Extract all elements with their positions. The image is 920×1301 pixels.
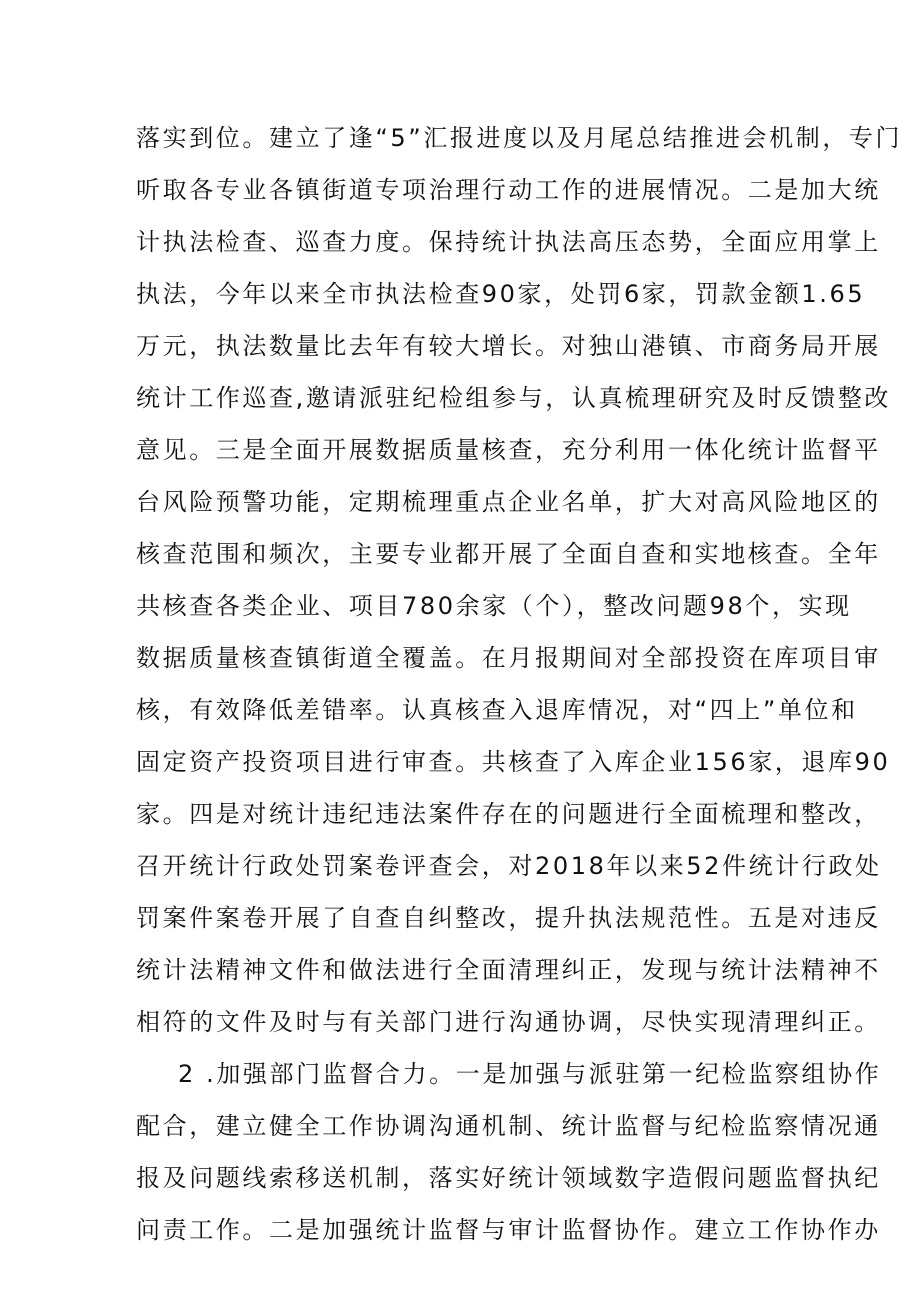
body-text-line: 万元，执法数量比去年有较大增长。对独山港镇、市商务局开展: [136, 332, 881, 360]
body-text-line: 相符的文件及时与有关部门进行沟通协调，尽快实现清理纠正。: [136, 1008, 881, 1036]
body-text-line: 共核查各类企业、项目780余家（个），整改问题98个，实现: [136, 592, 852, 620]
body-text-line: 罚案件案卷开展了自查自纠整改，提升执法规范性。五是对违反: [136, 904, 881, 932]
body-text-line: 配合，建立健全工作协调沟通机制、统计监督与纪检监察情况通: [136, 1112, 881, 1140]
body-text-line: 家。四是对统计违纪违法案件存在的问题进行全面梳理和整改，: [136, 800, 881, 828]
section-heading-line: 2 .加强部门监督合力。一是加强与派驻第一纪检监察组协作: [178, 1060, 882, 1088]
body-text-line: 统计法精神文件和做法进行全面清理纠正，发现与统计法精神不: [136, 956, 881, 984]
body-text-line: 听取各专业各镇街道专项治理行动工作的进展情况。二是加大统: [136, 176, 881, 204]
body-text-line: 落实到位。建立了逢“5”汇报进度以及月尾总结推进会机制，专门: [136, 124, 903, 152]
body-text-line: 执法，今年以来全市执法检查90家，处罚6家，罚款金额1.65: [136, 280, 866, 308]
body-text-line: 问责工作。二是加强统计监督与审计监督协作。建立工作协作办: [136, 1216, 881, 1244]
body-text-line: 台风险预警功能，定期梳理重点企业名单，扩大对高风险地区的: [136, 488, 881, 516]
body-text-line: 统计工作巡查,邀请派驻纪检组参与，认真梳理研究及时反馈整改: [136, 384, 892, 412]
body-text-line: 召开统计行政处罚案卷评查会，对2018年以来52件统计行政处: [136, 852, 882, 880]
body-text-line: 核，有效降低差错率。认真核查入退库情况，对“四上”单位和: [136, 696, 858, 724]
body-text-line: 计执法检查、巡查力度。保持统计执法高压态势，全面应用掌上: [136, 228, 881, 256]
body-text-line: 报及问题线索移送机制，落实好统计领域数字造假问题监督执纪: [136, 1164, 881, 1192]
body-text-line: 核查范围和频次，主要专业都开展了全面自查和实地核查。全年: [136, 540, 881, 568]
body-text-line: 数据质量核查镇街道全覆盖。在月报期间对全部投资在库项目审: [136, 644, 881, 672]
body-text-line: 固定资产投资项目进行审查。共核查了入库企业156家，退库90: [136, 748, 891, 776]
body-text-line: 意见。三是全面开展数据质量核查，充分利用一体化统计监督平: [136, 436, 881, 464]
